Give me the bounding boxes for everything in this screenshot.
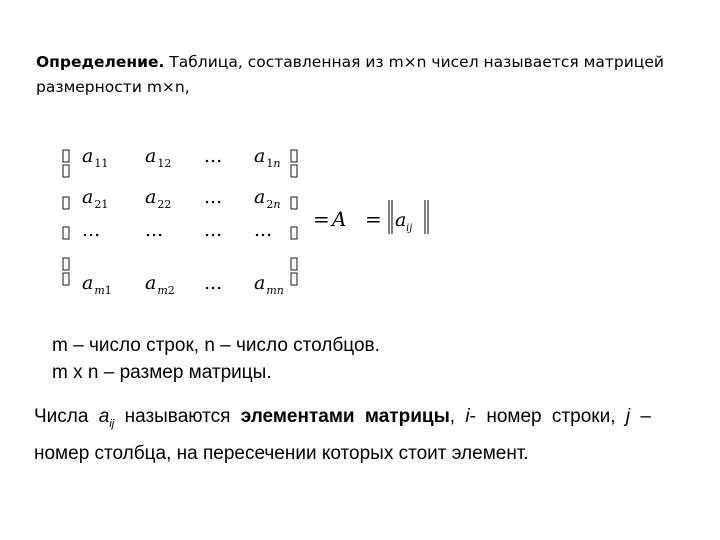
- matrix-cell-2-4: $a_{2n}$: [254, 186, 281, 211]
- definition-term: Определение.: [36, 53, 165, 71]
- caption-rows-columns: m – число строк, n – число столбцов.: [52, 335, 380, 356]
- definition-text: Таблица, составленная из m×n чисел называется матрицей размерности m×n,: [36, 53, 664, 96]
- elements-paragraph: [34, 402, 651, 469]
- matrix-cell-1-3: ...: [204, 145, 223, 167]
- elements-bold-term: элементами матрицы: [240, 406, 450, 427]
- element-base: a: [395, 209, 407, 231]
- matrix-cell-2-1: $a_{21}$: [82, 186, 109, 211]
- left-bracket-glyphs: [63, 150, 69, 285]
- matrix-cell-4-4: $a_{mn}$: [254, 272, 284, 297]
- matrix-cell-2-2: $a_{22}$: [145, 186, 172, 211]
- matrix-cell-4-2: $a_{m2}$: [145, 272, 175, 297]
- matrix-cell-3-4: ...: [254, 219, 273, 241]
- matrix-name: A: [332, 207, 347, 231]
- matrix-cell-3-3: ...: [204, 219, 223, 241]
- elements-part2: называются: [114, 406, 241, 427]
- element-sub: ij: [406, 223, 413, 234]
- matrix-cell-2-3: ...: [204, 186, 223, 208]
- equals-sign-1: =: [313, 207, 330, 231]
- matrix-cells: [82, 145, 284, 297]
- elements-part5: – номер столбца, на пересечении которых стоит элемент.: [34, 406, 651, 464]
- caption-size: m x n – размер матрицы.: [52, 362, 272, 383]
- definition-paragraph: [36, 50, 686, 100]
- elements-part1: Числа: [34, 406, 99, 427]
- matrix-cell-1-4: $a_{1n}$: [254, 145, 281, 170]
- matrix-cell-1-1: $a_{11}$: [82, 145, 109, 170]
- matrix-formula: [56, 138, 456, 310]
- elements-part4: - номер строки,: [469, 406, 626, 427]
- elements-sub: ij: [109, 418, 115, 430]
- matrix-cell-4-1: $a_{m1}$: [82, 272, 112, 297]
- matrix-svg: [56, 138, 456, 310]
- matrix-cell-3-2: ...: [145, 219, 164, 241]
- elements-a: a: [98, 406, 110, 427]
- elements-part3: ,: [449, 406, 466, 427]
- matrix-cell-4-3: ...: [204, 272, 223, 294]
- elements-j: j: [625, 406, 631, 427]
- equals-sign-2: =: [365, 207, 382, 231]
- elements-i: i: [465, 406, 470, 427]
- matrix-cell-1-2: $a_{12}$: [145, 145, 172, 170]
- right-bracket-glyphs: [291, 150, 297, 285]
- matrix-cell-3-1: ...: [82, 219, 101, 241]
